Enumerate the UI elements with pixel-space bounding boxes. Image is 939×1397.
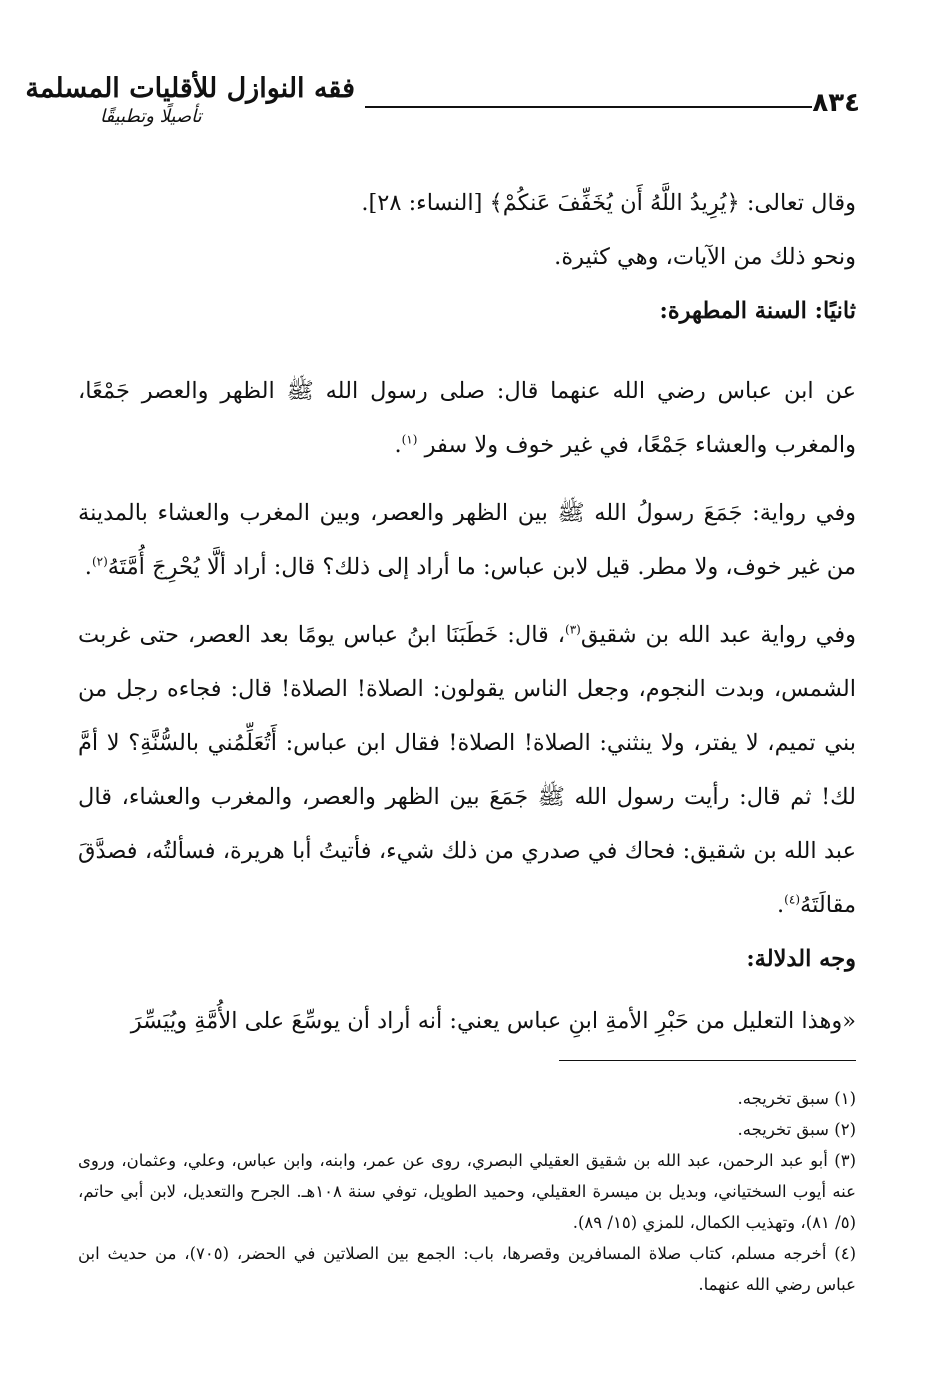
footnote-4: (٤) أخرجه مسلم، كتاب صلاة المسافرين وقصرها، باب: الجمع بين الصلاتين في الحضر، (٧٠٥)، من حديث ابن عباس رضي الله عنهما. [78,1244,856,1294]
spacer [78,472,856,486]
footnote-ref[interactable]: (١) [401,432,418,447]
footnote-ref[interactable]: (٢) [91,554,108,569]
spacer [78,338,856,364]
paragraph-end: . [394,432,402,458]
main-text [78,176,856,1048]
spacer [78,594,856,608]
paragraph-text: عن ابن عباس رضي الله عنهما قال: صلى رسول الله ﷺ الظهر والعصر جَمْعًا، والمغرب والعشاء جَمْعًا، في غير خوف ولا سفر [78,378,856,458]
paragraph-end: . [84,554,92,580]
paragraph-text: ونحو ذلك من الآيات، وهي كثيرة. [554,244,856,270]
spacer [78,986,856,994]
book-subtitle: تأصيلًا وتطبيقًا [100,106,202,127]
footnote-1: (١) سبق تخريجه. [737,1089,856,1108]
footnote-3: (٣) أبو عبد الرحمن، عبد الله بن شقيق العقيلي البصري، روى عن عمر، وابنه، وابن عباس، وعلي، وعثمان، وروى عنه أيوب السختياني، وبديل بن ميسرة العقيلي، وحميد الطويل، توفي سنة ١٠٨هـ. الجرح والتعديل، لابن أبي حاتم، (٥/ ٨١)، وتهذيب الكمال، للمزي (١٥/ ٨٩). [78,1151,857,1232]
section-heading: وجه الدلالة: [746,946,856,972]
paragraph-end: . [777,892,785,918]
book-title-block [25,70,355,128]
footnote-ref[interactable]: (٣) [565,622,581,637]
paragraph-text: وفي رواية: جَمَعَ رسولُ الله ﷺ بين الظهر والعصر، وبين المغرب والعشاء بالمدينة من غير خوف، ولا مطر. قيل لابن عباس: ما أراد إلى ذلك؟ قال: أراد ألَّا يُحْرِجَ أُمَّتَهُ [78,500,856,580]
page-number: ٨٣٤ [812,88,860,118]
paragraph-text: وقال تعالى: ﴿يُرِيدُ اللَّهُ أَن يُخَفِّفَ عَنكُمْ﴾ [النساء: ٢٨]. [361,190,856,216]
paragraph-riwaya [78,486,856,594]
paragraph-text: وفي رواية عبد الله بن شقيق [580,622,856,648]
section-heading: ثانيًا: السنة المطهرة: [659,298,856,324]
footnote-separator [559,1060,856,1061]
paragraph-riwaya-shaqiq [78,608,856,932]
book-title: فقه النوازل للأقليات المسلمة [25,73,355,104]
paragraph-text: «وهذا التعليل من حَبْرِ الأمةِ ابنِ عباس يعني: أنه أراد أن يوسِّعَ على الأُمَّةِ ويُيَسِّرَ [130,1008,856,1034]
footnote-2: (٢) سبق تخريجه. [737,1120,856,1139]
footnotes [78,1083,856,1300]
footnote-ref[interactable]: (٤) [784,892,800,907]
header-rule [365,106,812,108]
paragraph-hadith [78,364,856,472]
paragraph [78,230,856,284]
paragraph-text: ، قال: خَطَبَنَا ابنُ عباس يومًا بعد العصر، حتى غربت الشمس، وبدت النجوم، وجعل الناس يقولون: الصلاة! الصلاة! قال: فجاءه رجل من بني تميم، لا يفتر، ولا ينثني: الصلاة! الصلاة! فقال ابن عباس: أَتُعَلِّمُني بالسُّنَّةِ؟ لا أمَّ لك! ثم قال: رأيت رسول الله ﷺ جَمَعَ بين الظهر والعصر، والمغرب والعشاء، قال عبد الله بن شقيق: فحاك في صدري من ذلك شيء، فأتيتُ أبا هريرة، فسألتُه، فصدَّقَ مقالَتَهُ [78,622,856,918]
page-header [25,70,860,150]
paragraph-quote [78,994,856,1048]
paragraph-verse [78,176,856,230]
